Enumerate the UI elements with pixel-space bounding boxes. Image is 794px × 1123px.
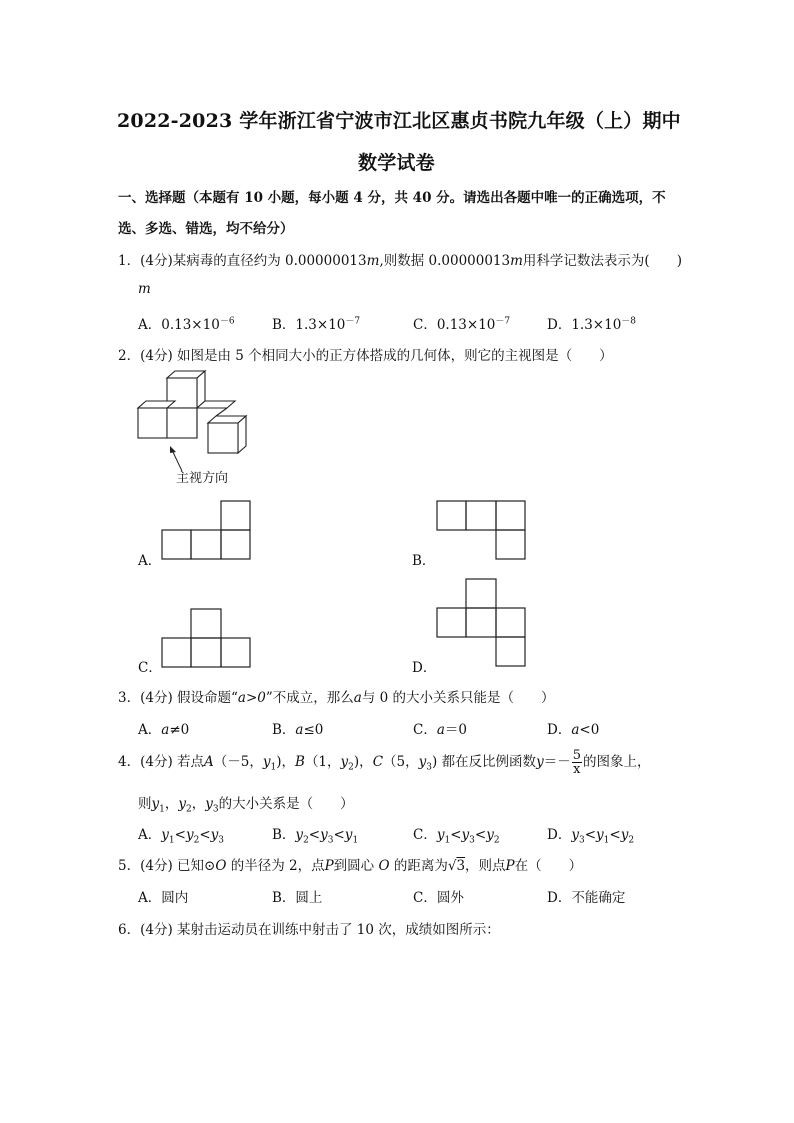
q4-y: y (536, 754, 544, 770)
q1-text-2: ,则数据 0.00000013 (379, 253, 511, 269)
question-4-stem: 4．(4分) 若点A（－5，$y_1$)，B（1，$y_2$)，C（5，$y_3$) 都在反比例函数y＝－ $\frac{5}{x}$ 的图象上， (118, 748, 651, 777)
q1-unit-2: m (510, 253, 523, 269)
q1-option-c-text: C．0.13×10 (413, 317, 496, 333)
question-1-stem (118, 249, 682, 269)
q2-option-c-figure (162, 608, 252, 668)
q5-text-5: ，则点 (465, 858, 506, 874)
q4-option-a-label: A． (138, 827, 162, 843)
q4-line2: 则$y_1$，$y_2$，$y_3$的大小关系是（ ） (138, 796, 354, 815)
q5-text-2: 的半径为 2，点 (226, 858, 325, 874)
q4-text-2: 都在反比例函数 (441, 754, 537, 770)
q5-text-6: 在（ ） (514, 858, 583, 874)
q4-option-d: D．$y_3<y_1<y_2$ (547, 827, 635, 846)
q5-option-a: A．圆内 (138, 890, 189, 906)
q4-point-c-coord: （5， (383, 754, 419, 770)
q3-condition: a>0 (237, 690, 266, 706)
q5-text-4: 的距离为 (393, 858, 448, 874)
q1-option-a-exp: －6 (219, 316, 235, 327)
q5-option-c: C．圆外 (413, 890, 464, 906)
q1-option-a-text: A．0.13×10 (138, 317, 220, 333)
q4-line2-end: 的大小关系是（ ） (218, 796, 354, 812)
q1-text-3: 用科学记数法表示为( ) (522, 253, 682, 269)
q3-text: 3．(4分) 假设命题“ (118, 690, 238, 706)
q3-option-b-var: a (295, 722, 304, 738)
q2-option-d-label: D． (412, 660, 437, 676)
q5-point-p-2: P (505, 858, 515, 874)
question-3-stem (118, 686, 555, 706)
q1-option-b-text: B．1.3×10 (272, 317, 346, 333)
question-2-stem: 2．(4分) 如图是由 5 个相同大小的正方体搭成的几何体，则它的主视图是（ ） (118, 348, 613, 364)
q1-option-a (138, 313, 235, 333)
q3-option-b-rel: ≤0 (303, 722, 324, 738)
q3-text-3: 与 0 的大小关系只能是（ ） (361, 690, 555, 706)
q4-option-d-label: D． (547, 827, 572, 843)
q4-line2-text: 则 (138, 796, 152, 812)
q5-text-3: 到圆心 (333, 858, 375, 874)
q4-point-a: A (204, 754, 214, 770)
q3-option-d (547, 718, 599, 738)
page-subtitle: 数学试卷 (358, 152, 435, 174)
q5-option-b: B．圆上 (272, 890, 323, 906)
q1-option-b (272, 313, 360, 333)
q1-option-c-exp: －7 (495, 316, 511, 327)
q3-option-a-rel: ≠0 (169, 722, 190, 738)
q2-option-b-label: B． (412, 553, 436, 569)
q3-text-2: ”不成立，那么 (265, 690, 354, 706)
q2-option-c-label: C． (138, 660, 162, 676)
q1-text: 1．(4分)某病毒的直径约为 0.00000013 (118, 253, 367, 269)
q4-point-a-coord: （－5， (213, 754, 263, 770)
q3-option-c (413, 718, 467, 738)
q5-circle-o-2: O (378, 858, 390, 874)
q4-fraction-num: 5 (572, 748, 581, 763)
section-header: 一、选择题（本题有 10 小题，每小题 4 分，共 40 分。请选出各题中唯一的正确选项，不 (118, 190, 666, 206)
q4-eq: ＝－ (543, 754, 571, 770)
q4-option-c-label: C． (413, 827, 437, 843)
q4-text: 4．(4分) 若点 (118, 754, 205, 770)
q5-text: 5．(4分) 已知⊙ (118, 858, 216, 874)
q4-option-c: C．$y_1<y_3<y_2$ (413, 827, 500, 846)
q5-circle-o: O (215, 858, 227, 874)
q3-option-a (138, 718, 189, 738)
question-6-stem: 6．(4分) 某射击运动员在训练中射击了 10 次，成绩如图所示： (118, 922, 500, 938)
q2-option-a-figure (162, 500, 252, 560)
q1-unit-wrap: m (138, 281, 151, 297)
q3-option-b-label: B． (272, 722, 296, 738)
q1-option-d-exp: －8 (621, 316, 637, 327)
q4-fraction (572, 749, 582, 776)
page-title: 2022-2023 学年浙江省宁波市江北区惠贞书院九年级（上）期中 (117, 110, 681, 132)
q1-option-b-exp: －7 (345, 316, 361, 327)
q1-unit: m (366, 253, 380, 269)
q4-option-b: B．$y_2<y_3<y_1$ (272, 827, 359, 846)
cube-stack-figure (130, 368, 260, 448)
q5-point-p: P (324, 858, 334, 874)
q4-option-a: A．$y_1<y_2<y_3$ (138, 827, 224, 846)
q4-point-c: C (372, 754, 384, 770)
q3-option-d-var: a (571, 722, 580, 738)
q4-fraction-den: x (573, 762, 581, 777)
q2-option-d-figure (437, 578, 527, 668)
q3-option-d-label: D． (547, 722, 572, 738)
q3-option-c-rel: ＝0 (444, 722, 467, 738)
q3-var: a (353, 690, 362, 706)
q3-option-a-var: a (161, 722, 170, 738)
q3-option-c-label: C． (413, 722, 437, 738)
q2-option-b-figure (437, 500, 527, 560)
section-header-cont: 选、多选、错选，均不给分） (118, 221, 294, 237)
q3-option-c-var: a (436, 722, 445, 738)
q3-option-b (272, 718, 323, 738)
question-5-stem: 5．(4分) 已知⊙O 的半径为 2，点P到圆心 O 的距离为√3，则点P在（ ） (118, 858, 583, 874)
q1-option-c (413, 313, 510, 333)
q4-text-3: 的图象上， (582, 754, 651, 770)
q3-option-a-label: A． (138, 722, 162, 738)
q4-point-b-coord: （1， (304, 754, 341, 770)
q4-option-b-label: B． (272, 827, 296, 843)
q4-point-b: B (295, 754, 305, 770)
q2-option-a-label: A． (138, 553, 162, 569)
q1-option-d-text: D．1.3×10 (547, 317, 622, 333)
q3-option-d-rel: <0 (579, 722, 600, 738)
q5-option-d: D．不能确定 (547, 890, 626, 906)
figure-caption: 主视方向 (176, 471, 229, 486)
q5-sqrt: 3 (456, 858, 466, 874)
q1-option-d (547, 313, 636, 333)
